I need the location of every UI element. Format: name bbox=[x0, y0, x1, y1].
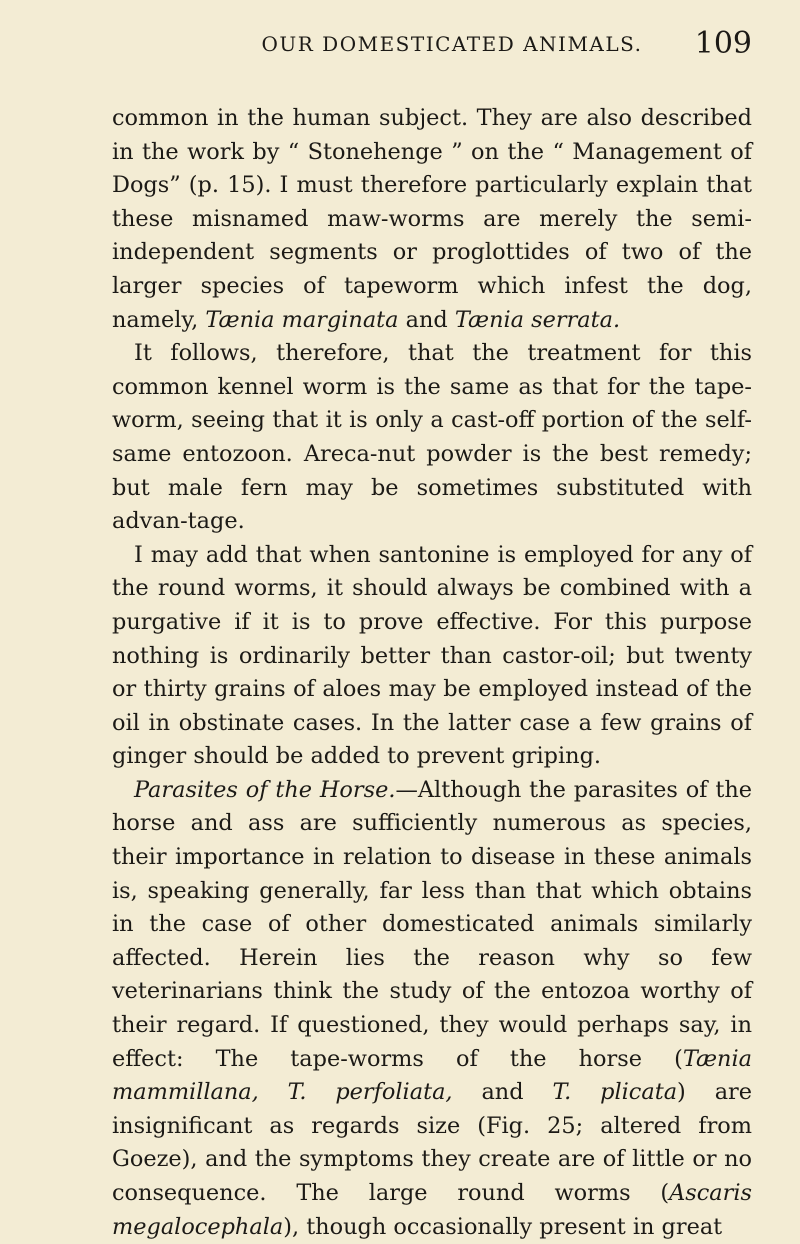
section-heading-italic: Parasites of the Horse. bbox=[134, 776, 396, 803]
paragraph bbox=[112, 337, 752, 539]
text-run: ), though occasionally present in great bbox=[283, 1213, 723, 1240]
body-text bbox=[112, 102, 752, 1244]
text-run: ) are insignificant as regards size (Fig. 25; altered from Goeze), and the symptoms they create are of little or no consequence. The large round worms ( bbox=[112, 1079, 752, 1206]
italic-term: T. plicata bbox=[552, 1079, 678, 1106]
italic-term: Tænia marginata bbox=[205, 306, 399, 333]
text-run: It follows, therefore, that the treatment for this common kennel worm is the same as that for the tape-worm, seeing that it is only a cast-off portion of the self-same entozoon. Areca-nut powder is the best remedy; but male fern may be sometimes substituted with advan-tage. bbox=[112, 340, 752, 535]
italic-term: Ascaris megalocephala bbox=[112, 1180, 752, 1240]
paragraph bbox=[112, 102, 752, 337]
running-head bbox=[112, 26, 752, 66]
running-title: OUR DOMESTICATED ANIMALS. bbox=[261, 32, 643, 56]
text-run: and bbox=[452, 1079, 553, 1106]
italic-term: Tænia serrata. bbox=[454, 306, 621, 333]
page-number: 109 bbox=[694, 26, 752, 61]
paragraph bbox=[112, 774, 752, 1244]
text-run: —Although the parasites of the horse and ass are sufficiently numerous as species, their importance in relation to disease in these animals is, speaking generally, far less than that which obtains in the case of other domesticated animals similarly affected. Herein lies the reason why so few veterinarians think the study of the entozoa worthy of their regard. If questioned, they would perhaps say, in effect: The tape-worms of the horse ( bbox=[112, 776, 752, 1072]
text-run: I may add that when santonine is employed for any of the round worms, it should always be combined with a purgative if it is to prove effective. For this purpose nothing is ordinarily better than castor-oil; but twenty or thirty grains of aloes may be employed instead of the oil in obstinate cases. In the latter case a few grains of ginger should be added to prevent griping. bbox=[112, 541, 752, 770]
paragraph bbox=[112, 539, 752, 774]
italic-term: Tænia mammillana, T. perfoliata, bbox=[112, 1045, 752, 1106]
text-run: and bbox=[398, 306, 455, 333]
text-run: common in the human subject. They are also described in the work by “ Stonehenge ” on the “ Management of Dogs” (p. 15). I must therefore particularly explain that these misnamed maw-worms are merely the semi-independent segments or proglottides of two of the larger species of tapeworm which infest the dog, namely, bbox=[112, 105, 752, 333]
